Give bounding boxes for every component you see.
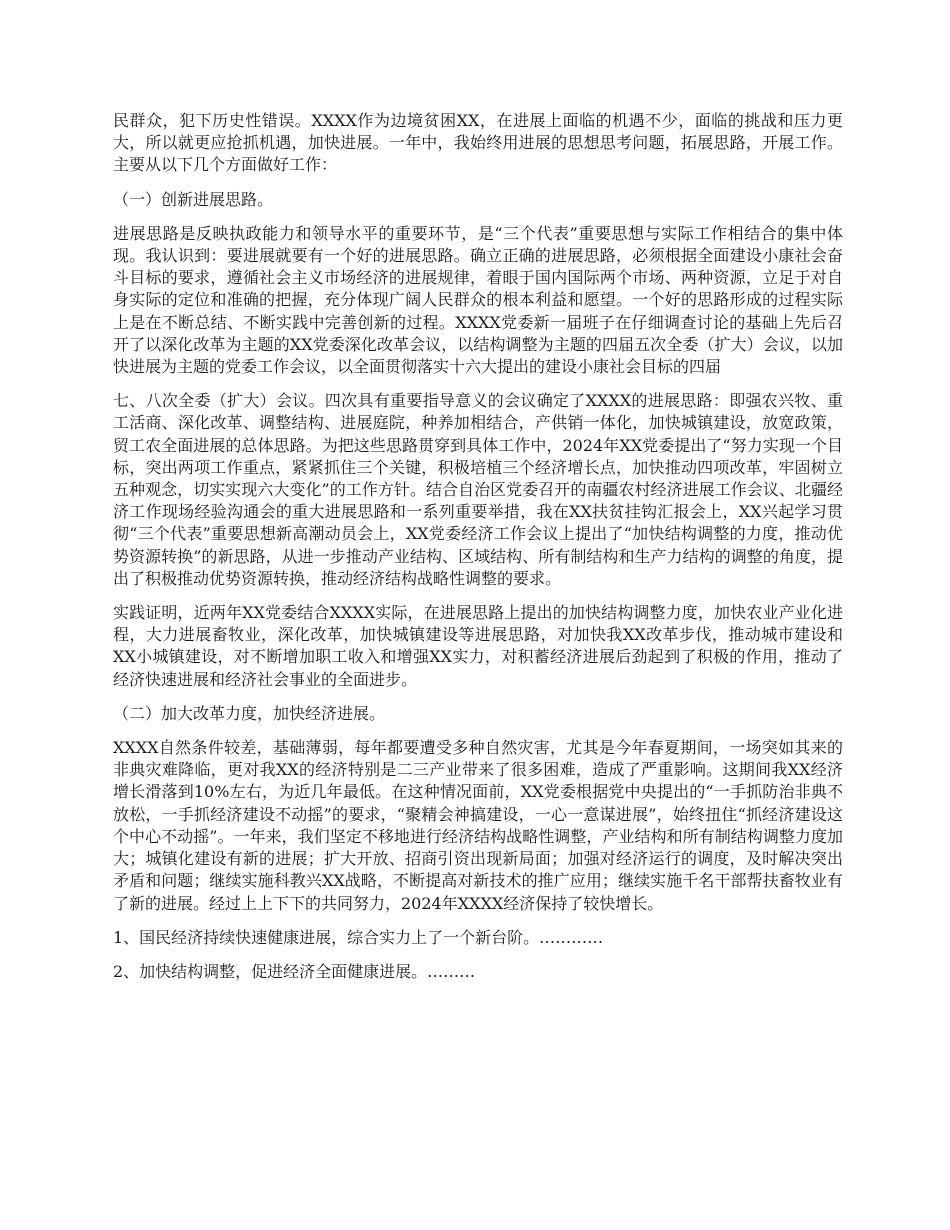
paragraph-intro: 民群众，犯下历史性错误。XXXX作为边境贫困XX，在进展上面临的机遇不少，面临的挑战和压力更大，所以就更应抢抓机遇，加快进展。一年中，我始终用进展的思想思考问题，拓展思路，开展工作。主要从以下几个方面做好工作：	[113, 111, 843, 175]
section-heading-2: （二）加大改革力度，加快经济进展。	[113, 703, 386, 723]
paragraph-practice-proves: 实践证明，近两年XX党委结合XXXX实际，在进展思路上提出的加快结构调整力度，加快农业产业化进程，大力进展畜牧业，深化改革，加快城镇建设等进展思路，对加快我XX改革步伐，推动城市建设和XX小城镇建设，对不断增加职工收入和增强XX实力，对积蓄经济进展后劲起到了积极的作用，推动了经济快速进展和经济社会事业的全面进步。	[113, 603, 843, 689]
paragraph-reform-economy: XXXX自然条件较差，基础薄弱，每年都要遭受多种自然灾害，尤其是今年春夏期间，一场突如其来的非典灾难降临，更对我XX的经济特别是二三产业带来了很多困难，造成了严重影响。这期间我XX经济增长滑落到10%左右，为近几年最低。在这种情况面前，XX党委根据党中央提出的“一手抓防治非典不放松，一手抓经济建设不动摇”的要求，“聚精会神搞建设，一心一意谋进展”，始终扭住“抓经济建设这个中心不动摇”。一年来，我们坚定不移地进行经济结构战略性调整，产业结构和所有制结构调整力度加大；城镇化建设有新的进展；扩大开放、招商引资出现新局面；加强对经济运行的调度，及时解决突出矛盾和问题；继续实施科教兴XX战略，不断提高对新技术的推广应用；继续实施千名干部帮扶畜牧业有了新的进展。经过上上下下的共同努力，2024年XXXX经济保持了较快增长。	[113, 738, 843, 913]
list-item-1: 1、国民经济持续快速健康进展，综合实力上了一个新台阶。…………	[113, 927, 604, 947]
section-heading-1: （一）创新进展思路。	[113, 189, 274, 209]
document-body	[113, 110, 843, 995]
list-item-2: 2、加快结构调整，促进经济全面健康进展。………	[113, 961, 476, 981]
paragraph-plenary-meetings: 七、八次全委（扩大）会议。四次具有重要指导意义的会议确定了XXXX的进展思路：即强农兴牧、重工活商、深化改革、调整结构、进展庭院，种养加相结合，产供销一体化，加快城镇建设，放宽政策，贸工农全面进展的总体思路。为把这些思路贯穿到具体工作中，2024年XX党委提出了“努力实现一个目标，突出两项工作重点，紧紧抓住三个关键，积极培植三个经济增长点，加快推动四项改革，牢固树立五种观念，切实实现六大变化”的工作方针。结合自治区党委召开的南疆农村经济进展工作会议、北疆经济工作现场经验沟通会的重大进展思路和一系列重要举措，我在XX扶贫挂钩汇报会上，XX兴起学习贯彻“三个代表”重要思想新高潮动员会上，XX党委经济工作会议上提出了“加快结构调整的力度，推动优势资源转换”的新思路，从进一步推动产业结构、区域结构、所有制结构和生产力结构的调整的角度，提出了积极推动优势资源转换，推动经济结构战略性调整的要求。	[113, 391, 843, 588]
paragraph-development-ideas: 进展思路是反映执政能力和领导水平的重要环节，是“三个代表”重要思想与实际工作相结合的集中体现。我认识到：要进展就要有一个好的进展思路。确立正确的进展思路，必须根据全面建设小康社会奋斗目标的要求，遵循社会主义市场经济的进展规律，着眼于国内国际两个市场、两种资源，立足于对自身实际的定位和准确的把握，充分体现广阔人民群众的根本利益和愿望。一个好的思路形成的过程实际上是在不断总结、不断实践中完善创新的过程。XXXX党委新一届班子在仔细调查讨论的基础上先后召开了以深化改革为主题的XX党委深化改革会议，以结构调整为主题的四届五次全委（扩大）会议，以加快进展为主题的党委工作会议，以全面贯彻落实十六大提出的建设小康社会目标的四届	[113, 223, 843, 377]
